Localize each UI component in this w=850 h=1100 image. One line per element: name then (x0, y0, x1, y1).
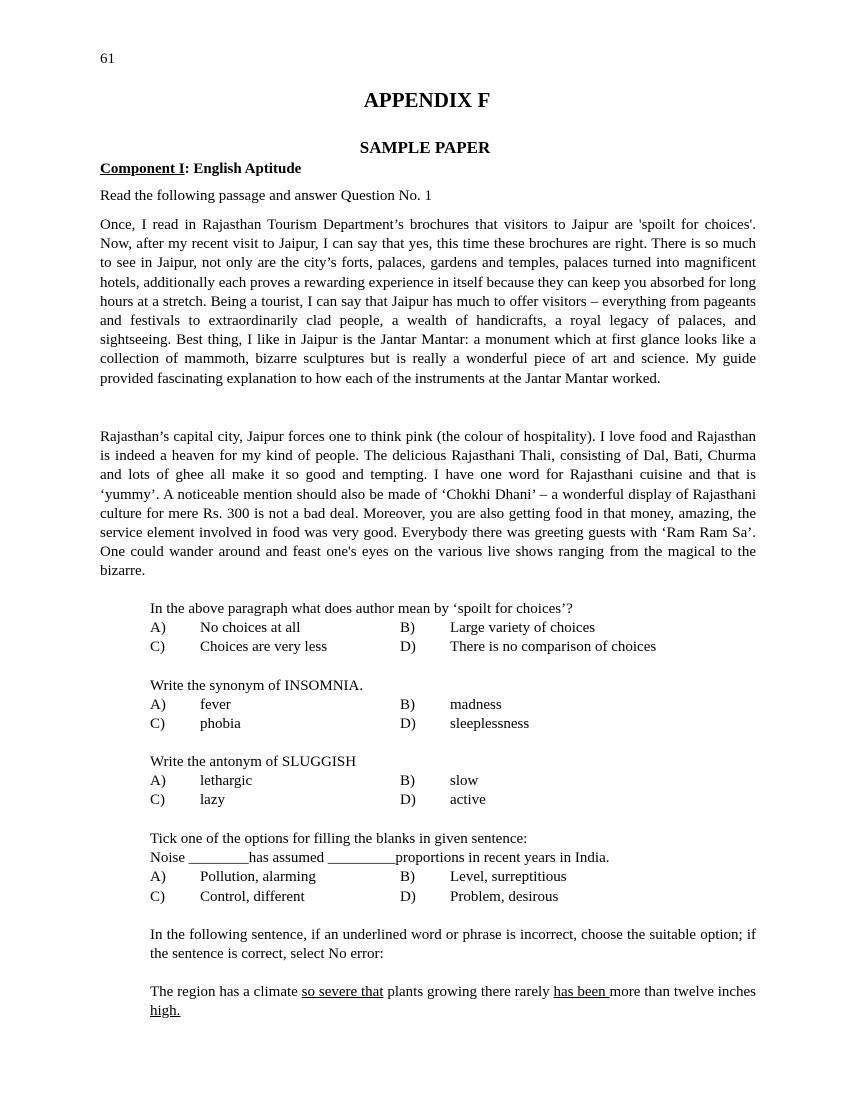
option-row (150, 619, 756, 638)
question-stem: Write the antonym of SLUGGISH (150, 754, 357, 770)
option-label: C) (150, 792, 165, 809)
option-label: C) (150, 639, 165, 656)
underlined-phrase: high. (150, 1003, 181, 1020)
option-label: A) (150, 773, 166, 790)
option-label: D) (400, 792, 416, 809)
option-row (150, 638, 756, 657)
option-text: Control, different (200, 888, 305, 905)
question-4 (150, 830, 756, 907)
option-text: madness (450, 697, 502, 714)
question-instruction: In the following sentence, if an underlined word or phrase is incorrect, choose the suitable option; if the sentence is correct, select No error: (150, 927, 756, 963)
component-subject: : English Aptitude (184, 161, 302, 177)
page-number: 61 (100, 51, 115, 67)
question-3 (150, 753, 756, 811)
passage-instruction: Read the following passage and answer Question No. 1 (100, 188, 433, 204)
question-2 (150, 677, 756, 735)
question-stem: Write the synonym of INSOMNIA. (150, 678, 364, 694)
underlined-phrase: has been (553, 984, 610, 1000)
error-detection-sentence (150, 983, 756, 1021)
option-text: sleeplessness (450, 716, 530, 733)
passage-paragraph-2: Rajasthan’s capital city, Jaipur forces one to think pink (the colour of hospitality). I love food and Rajasthan is indeed a heaven for my kind of people. The delicious Rajasthani Thali, consisting of Dal, Bati, Churma and lots of ghee all make it so good and tempting. I have one word for Rajasthani cuisine and that is ‘yummy’. A noticeable mention should also be made of ‘Chokhi Dhani’ – a wonderful display of Rajasthani culture for mere Rs. 300 is not a bad deal. Moreover, you are also getting food in that money, amazing, the service element involved in food was very good. Everybody there was greeting guests with ‘Ram Ram Sa’. One could wander around and feast one's eyes on the various live shows ranging from the magical to the bizarre. (100, 429, 756, 580)
component-label: Component I (100, 161, 185, 177)
option-label: B) (400, 697, 415, 714)
question-fill-sentence: Noise ________has assumed _________proportions in recent years in India. (150, 850, 610, 867)
option-text: No choices at all (200, 620, 301, 637)
option-row (150, 772, 756, 791)
question-stem: Tick one of the options for filling the blanks in given sentence: (150, 831, 528, 847)
option-label: D) (400, 888, 416, 905)
option-row (150, 888, 756, 907)
option-label: B) (400, 869, 415, 886)
option-label: A) (150, 697, 166, 714)
option-text: Pollution, alarming (200, 869, 316, 886)
option-label: C) (150, 888, 165, 905)
sentence-part: more than twelve inches (609, 984, 757, 1000)
appendix-title: APPENDIX F (363, 88, 491, 112)
option-row (150, 868, 756, 887)
option-text: fever (200, 697, 231, 714)
component-heading (100, 161, 301, 178)
passage-paragraph-1: Once, I read in Rajasthan Tourism Department’s brochures that visitors to Jaipur are 'spoilt for choices'. Now, after my recent visit to Jaipur, I can say that yes, this time these brochures are right. There is so much to see in Jaipur, not only are the city’s forts, palaces, gardens and temples, palaces turned into magnificent hotels, additionally each proves a rewarding experience in itself because they can keep you absorbed for long hours at a stretch. Being a tourist, I can say that Jaipur has much to offer visitors – everything from pageants and festivals to extraordinarily clad people, a wealth of handicrafts, a royal legacy of palaces, and sightseeing. Best thing, I like in Jaipur is the Jantar Mantar: a monument which at first glance looks like a collection of mammoth, bizarre sculptures but is really a wonderful piece of art and science. My guide provided fascinating explanation to how each of the instruments at the Jantar Mantar worked. (100, 217, 757, 387)
option-label: C) (150, 716, 165, 733)
option-text: Large variety of choices (450, 620, 596, 637)
option-label: A) (150, 620, 166, 637)
option-row (150, 696, 756, 715)
option-label: D) (400, 639, 416, 656)
question-1 (150, 600, 756, 658)
option-text: Level, surreptitious (450, 869, 567, 886)
underlined-phrase: so severe that (301, 984, 384, 1000)
option-text: There is no comparison of choices (450, 639, 657, 656)
sentence-part: plants growing there rarely (383, 984, 554, 1000)
option-label: B) (400, 620, 415, 637)
option-text: lethargic (200, 773, 253, 790)
option-text: slow (450, 773, 479, 790)
option-row (150, 715, 756, 734)
question-5 (150, 926, 756, 964)
option-row (150, 791, 756, 810)
option-label: D) (400, 716, 416, 733)
option-text: phobia (200, 716, 241, 733)
option-text: active (450, 792, 486, 809)
option-text: Problem, desirous (450, 888, 559, 905)
sentence-part: The region has a climate (150, 984, 302, 1000)
question-5-sentence (150, 983, 756, 1021)
sample-paper-title: SAMPLE PAPER (359, 138, 491, 157)
option-text: Choices are very less (200, 639, 328, 656)
option-text: lazy (200, 792, 225, 809)
question-stem: In the above paragraph what does author mean by ‘spoilt for choices’? (150, 601, 573, 617)
option-label: A) (150, 869, 166, 886)
option-label: B) (400, 773, 415, 790)
